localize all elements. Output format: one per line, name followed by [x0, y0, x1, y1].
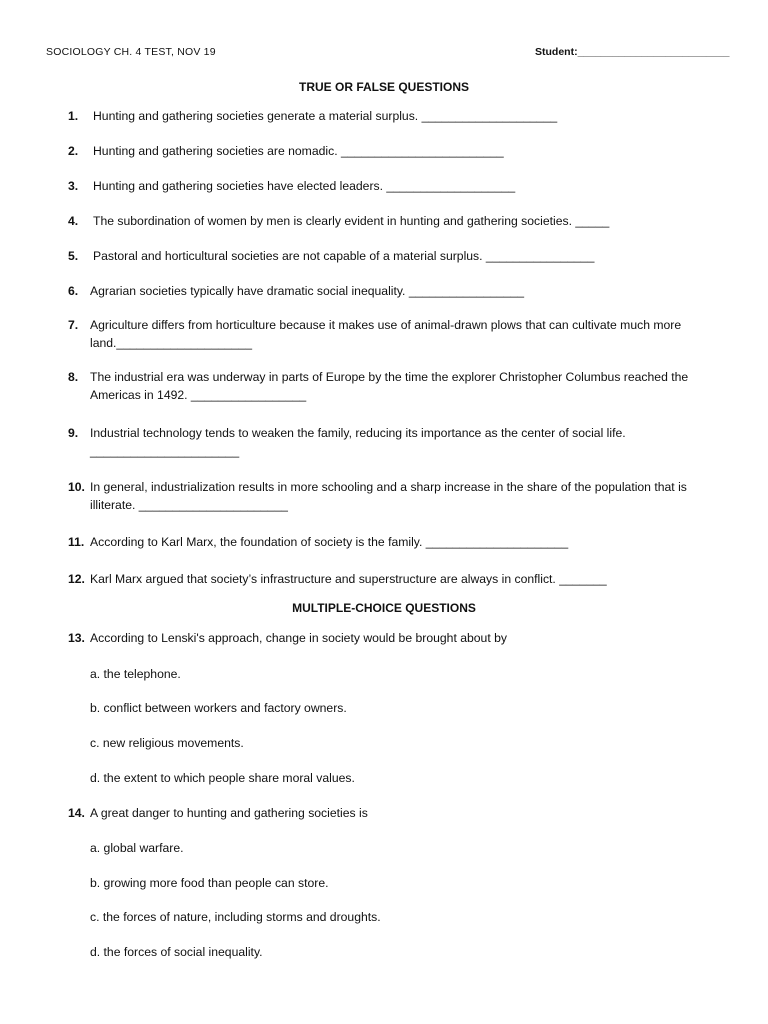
question-text: Pastoral and horticultural societies are not capable of a material surplus. ________________	[93, 249, 595, 263]
question-4	[68, 213, 728, 231]
question-12	[68, 571, 728, 589]
option-14b: b. growing more food than people can store.	[90, 876, 329, 890]
question-text: Agrarian societies typically have dramatic social inequality. _________________	[90, 284, 525, 298]
question-13	[68, 630, 728, 648]
question-number: 9.	[68, 426, 79, 440]
question-number: 4.	[68, 214, 79, 228]
question-number: 8.	[68, 370, 79, 384]
question-8	[68, 369, 728, 404]
question-10	[68, 479, 728, 514]
question-5	[68, 248, 728, 266]
question-number: 13.	[68, 631, 85, 645]
option-14d: d. the forces of social inequality.	[90, 945, 263, 959]
option-14c: c. the forces of nature, including storms and droughts.	[90, 910, 381, 924]
question-6	[68, 283, 728, 301]
question-number: 10.	[68, 480, 85, 494]
option-13c: c. new religious movements.	[90, 736, 244, 750]
question-2	[68, 143, 728, 161]
question-text: According to Lenski's approach, change in society would be brought about by	[90, 631, 507, 645]
question-number: 5.	[68, 249, 79, 263]
option-13a: a. the telephone.	[90, 667, 181, 681]
question-number: 2.	[68, 144, 79, 158]
question-14	[68, 805, 728, 823]
question-text: The industrial era was underway in parts of Europe by the time the explorer Christopher Columbus reached the Americas in 1492. _________________	[90, 370, 689, 402]
student-name-line: Student:__________________________	[535, 46, 730, 58]
course-header: SOCIOLOGY CH. 4 TEST, NOV 19	[46, 46, 216, 58]
question-text: Hunting and gathering societies generate a material surplus. ____________________	[93, 109, 558, 123]
question-11	[68, 534, 728, 552]
question-number: 12.	[68, 572, 85, 586]
question-text: Hunting and gathering societies have elected leaders. ___________________	[93, 179, 516, 193]
question-text: A great danger to hunting and gathering societies is	[90, 806, 368, 820]
question-text: In general, industrialization results in more schooling and a sharp increase in the share of the population that is illiterate. ______________________	[90, 480, 687, 512]
true-false-title: TRUE OR FALSE QUESTIONS	[298, 80, 469, 94]
question-number: 1.	[68, 109, 79, 123]
question-text: Industrial technology tends to weaken the family, reducing its importance as the center of social life. ______________________	[90, 426, 626, 458]
option-14a: a. global warfare.	[90, 841, 184, 855]
question-1	[68, 108, 728, 126]
question-7	[68, 317, 728, 352]
question-text: Agriculture differs from horticulture because it makes use of animal-drawn plows that can cultivate much more land.____________________	[90, 318, 682, 350]
question-number: 11.	[68, 535, 85, 549]
question-number: 6.	[68, 284, 79, 298]
question-text: The subordination of women by men is clearly evident in hunting and gathering societies. _____	[93, 214, 610, 228]
question-text: According to Karl Marx, the foundation of society is the family. _____________________	[90, 535, 569, 549]
question-text: Karl Marx argued that society’s infrastructure and superstructure are always in conflict. _______	[90, 572, 607, 586]
question-number: 7.	[68, 318, 79, 332]
question-9	[68, 425, 728, 460]
multiple-choice-title: MULTIPLE-CHOICE QUESTIONS	[292, 601, 476, 615]
question-3	[68, 178, 728, 196]
question-number: 14.	[68, 806, 85, 820]
option-13b: b. conflict between workers and factory owners.	[90, 701, 347, 715]
question-number: 3.	[68, 179, 79, 193]
option-13d: d. the extent to which people share moral values.	[90, 771, 355, 785]
question-text: Hunting and gathering societies are nomadic. ________________________	[93, 144, 504, 158]
